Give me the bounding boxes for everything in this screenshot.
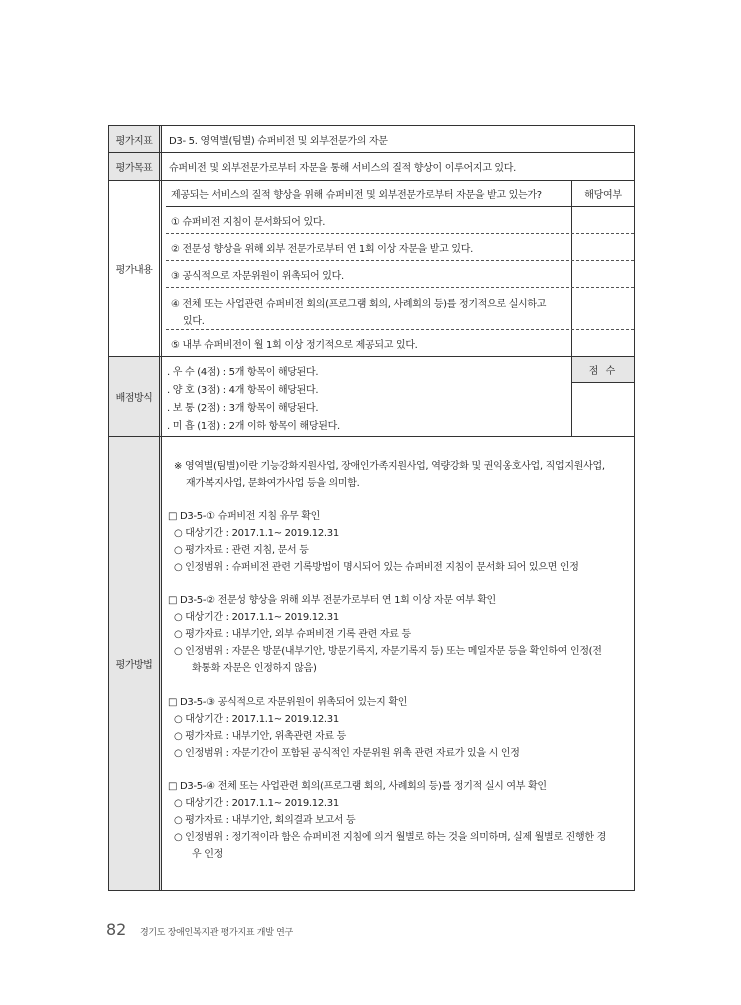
method-section-line: ○ 평가자료 : 내부기안, 외부 슈퍼비전 기록 관련 자료 등 xyxy=(174,629,411,640)
content-question-row xyxy=(166,181,634,207)
content-row xyxy=(109,181,634,357)
method-section-title: □ D3-5-③ 공식적으로 자문위원이 위촉되어 있는지 확인 xyxy=(168,697,408,708)
scoring-line: . 보 통 (2점) : 3개 항목이 해당된다. xyxy=(167,403,319,414)
content-item xyxy=(166,288,634,330)
content-item-text: ③ 공식적으로 자문위원이 위촉되어 있다. xyxy=(171,270,344,282)
scoring-line: . 양 호 (3점) : 4개 항목이 해당된다. xyxy=(167,385,319,396)
content-item-text: ① 슈퍼비전 지침이 문서화되어 있다. xyxy=(171,216,326,228)
score-box xyxy=(571,383,634,436)
method-section-line: ○ 평가자료 : 내부기안, 회의결과 보고서 등 xyxy=(174,815,356,826)
content-item-text: ⑤ 내부 슈퍼비전이 월 1회 이상 정기적으로 제공되고 있다. xyxy=(171,339,418,351)
method-body xyxy=(166,437,634,890)
content-item-check xyxy=(571,288,634,329)
method-note: ※ 영역별(팀별)이란 기능강화지원사업, 장애인가족지원사업, 역량강화 및 권익옹호사업, 직업지원사업, xyxy=(174,461,605,472)
method-section-line: ○ 인정범위 : 슈퍼비전 관련 기록방법이 명시되어 있는 슈퍼비전 지침이 문서화 되어 있으면 인정 xyxy=(174,562,579,573)
method-section-line: ○ 대상기간 : 2017.1.1~ 2019.12.31 xyxy=(174,612,339,623)
method-note-cont: 재가복지사업, 문화여가사업 등을 의미함. xyxy=(186,478,360,489)
content-item-text: ④ 전체 또는 사업관련 슈퍼비전 회의(프로그램 회의, 사례회의 등)를 정기적으로 실시하고 xyxy=(171,299,547,310)
content-item-text-cont: 있다. xyxy=(183,316,205,327)
indicator-row xyxy=(109,126,634,153)
page-number: 82 xyxy=(106,920,127,939)
scoring-line: . 우 수 (4점) : 5개 항목이 해당된다. xyxy=(167,367,319,378)
check-header xyxy=(571,181,634,206)
evaluation-table xyxy=(108,125,635,891)
method-section-title: □ D3-5-② 전문성 향상을 위해 외부 전문가로부터 연 1회 이상 자문 여부 확인 xyxy=(168,595,496,606)
content-item-check xyxy=(571,261,634,287)
method-section-title: □ D3-5-④ 전체 또는 사업관련 회의(프로그램 회의, 사례회의 등)를 정기적 실시 여부 확인 xyxy=(168,781,547,792)
content-item-check xyxy=(571,234,634,260)
running-footer: 경기도 장애인복지관 평가지표 개발 연구 xyxy=(140,928,293,938)
goal-label: 평가목표 xyxy=(109,153,162,180)
indicator-label: 평가지표 xyxy=(109,126,162,152)
goal-value: 슈퍼비전 및 외부전문가로부터 자문을 통해 서비스의 질적 향상이 이루어지고 있다. xyxy=(169,163,517,174)
content-question: 제공되는 서비스의 질적 향상을 위해 슈퍼비전 및 외부전문가로부터 자문을 받고 있는가? xyxy=(171,190,542,201)
scoring-row xyxy=(109,357,634,437)
scoring-body xyxy=(166,357,634,436)
method-section-line: ○ 대상기간 : 2017.1.1~ 2019.12.31 xyxy=(174,798,339,809)
content-item-check xyxy=(571,330,634,356)
content-item xyxy=(166,207,634,234)
method-section-title: □ D3-5-① 슈퍼비전 지침 유무 확인 xyxy=(168,511,320,522)
content-label: 평가내용 xyxy=(109,181,162,356)
method-section-line: ○ 평가자료 : 관련 지침, 문서 등 xyxy=(174,545,309,556)
indicator-value: D3- 5. 영역별(팀별) 슈퍼비전 및 외부전문가의 자문 xyxy=(169,135,388,147)
method-row xyxy=(109,437,634,890)
method-section-line: ○ 대상기간 : 2017.1.1~ 2019.12.31 xyxy=(174,714,339,725)
scoring-label: 배점방식 xyxy=(109,357,162,436)
content-item xyxy=(166,261,634,288)
method-section-line: ○ 평가자료 : 내부기안, 위촉관련 자료 등 xyxy=(174,731,347,742)
method-label: 평가방법 xyxy=(109,437,162,890)
content-item-text: ② 전문성 향상을 위해 외부 전문가로부터 연 1회 이상 자문을 받고 있다. xyxy=(171,243,473,255)
method-section-cont: 화통화 자문은 인정하지 않음) xyxy=(192,663,317,674)
method-section-line: ○ 대상기간 : 2017.1.1~ 2019.12.31 xyxy=(174,528,339,539)
content-item-check xyxy=(571,207,634,233)
method-section-line: ○ 인정범위 : 자문기간이 포함된 공식적인 자문위원 위촉 관련 자료가 있을 시 인정 xyxy=(174,748,520,759)
scoring-line: . 미 흡 (1점) : 2개 이하 항목이 해당된다. xyxy=(167,421,340,432)
content-item xyxy=(166,330,634,356)
goal-row xyxy=(109,153,634,181)
method-section-line: ○ 인정범위 : 자문은 방문(내부기안, 방문기록지, 자문기록지 등) 또는 메일자문 등을 확인하여 인정(전 xyxy=(174,646,602,657)
method-section-line: ○ 인정범위 : 정기적이라 함은 슈퍼비전 지침에 의거 월별로 하는 것을 의미하며, 실제 월별로 진행한 경 xyxy=(174,832,606,843)
score-header: 점 수 xyxy=(571,357,634,383)
method-section-cont: 우 인정 xyxy=(192,849,223,860)
check-header-label: 해당여부 xyxy=(584,190,622,201)
content-item xyxy=(166,234,634,261)
